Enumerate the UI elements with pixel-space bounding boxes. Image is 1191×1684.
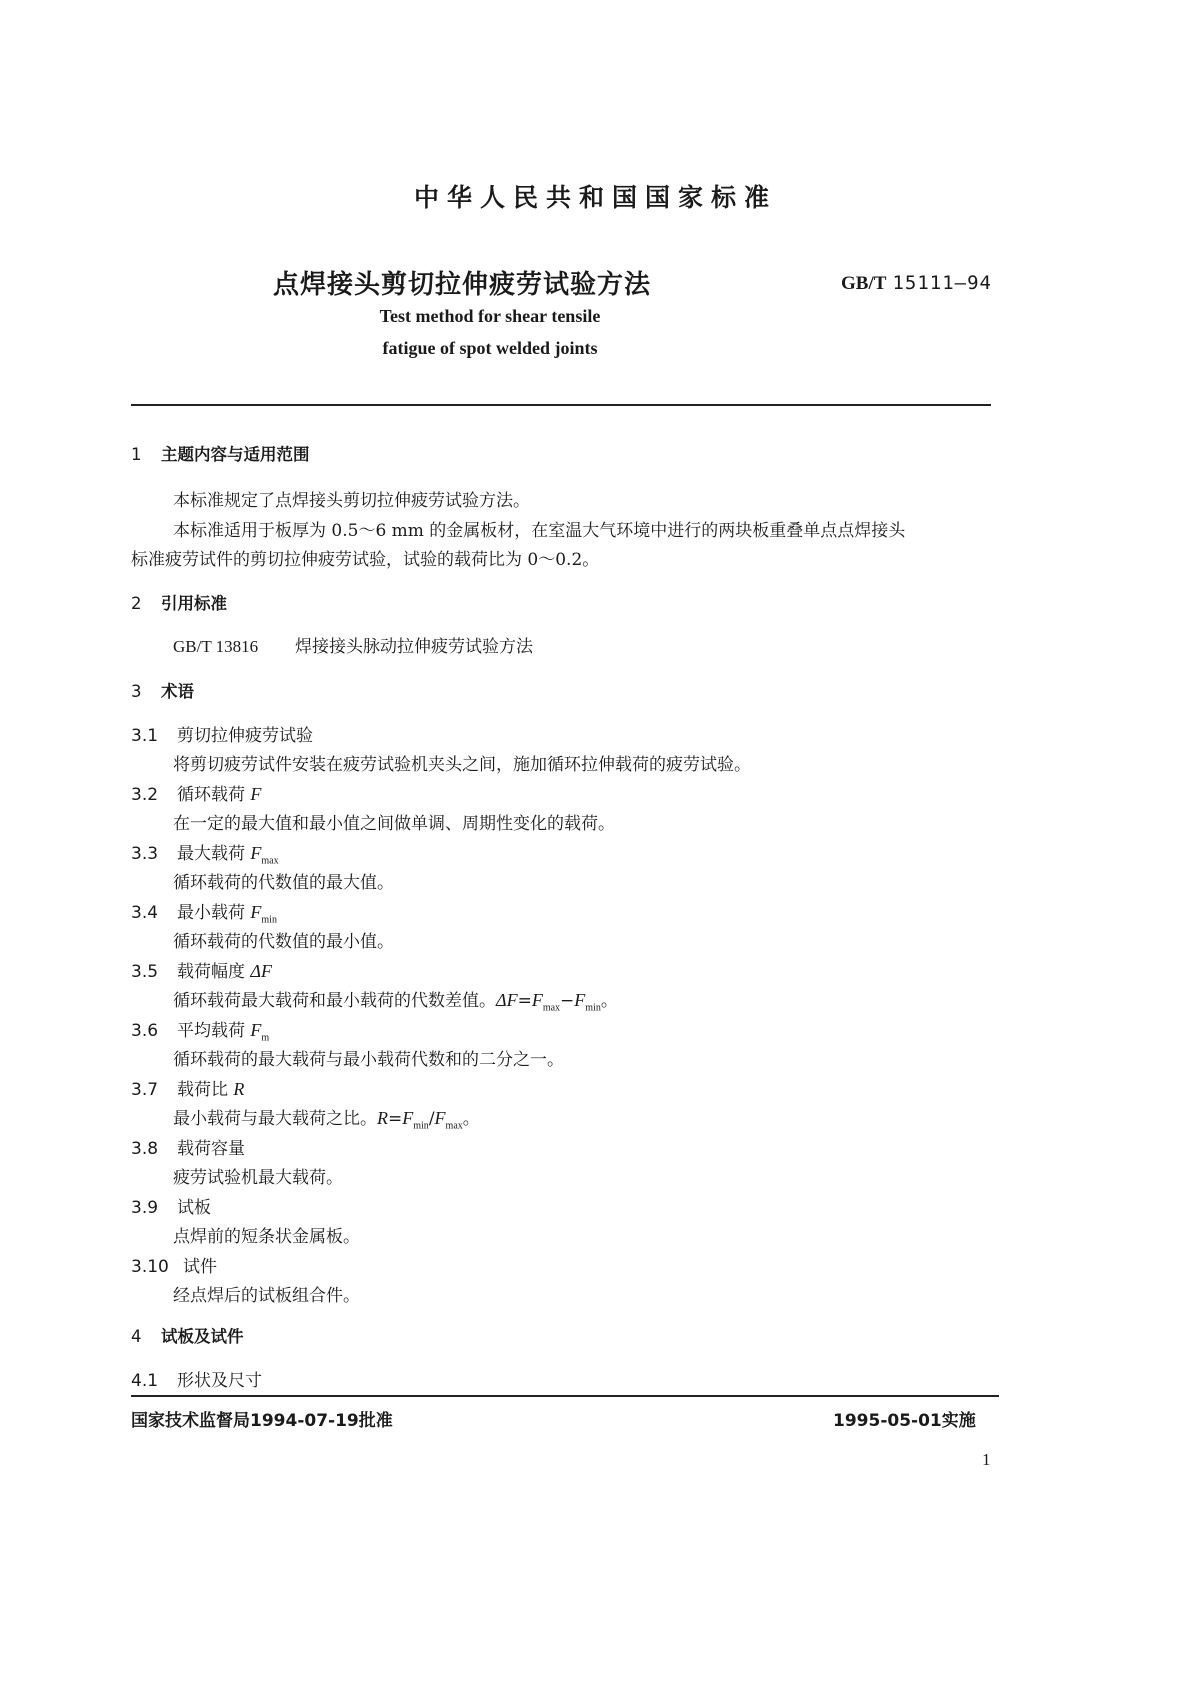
reference-title: 焊接接头脉动拉伸疲劳试验方法	[295, 637, 533, 657]
term-3-1-definition: 将剪切疲劳试件安装在疲劳试验机夹头之间，施加循环拉伸载荷的疲劳试验。	[173, 755, 751, 775]
section-3-heading: 3 术语	[131, 682, 194, 701]
term-3-4: 3.4 最小载荷 $F_{min}$	[131, 902, 277, 926]
term-3-8: 3.8 载荷容量	[131, 1139, 245, 1159]
term-3-1: 3.1 剪切拉伸疲劳试验	[131, 726, 313, 746]
standard-code-number: 15111—94	[892, 272, 992, 294]
standard-code	[841, 272, 992, 295]
term-3-2: 3.2 循环载荷 F	[131, 784, 262, 805]
term-3-7-definition: 最小载荷与最大载荷之比。$R=F_{min}/F_{max}$。	[173, 1108, 480, 1132]
term-3-10-definition: 经点焊后的试板组合件。	[173, 1286, 360, 1306]
section-1-para-2-line-2: 标准疲劳试件的剪切拉伸疲劳试验，试验的载荷比为 0～0.2。	[131, 550, 600, 570]
term-3-6: 3.6 平均载荷 $F_m$	[131, 1020, 270, 1044]
section-4-heading: 4 试板及试件	[131, 1327, 244, 1346]
document-title-cn: 点焊接头剪切拉伸疲劳试验方法	[273, 270, 652, 300]
term-3-7: 3.7 载荷比 R	[131, 1079, 245, 1100]
term-3-2-definition: 在一定的最大值和最小值之间做单调、周期性变化的载荷。	[173, 814, 615, 834]
approval-date: 国家技术监督局1994-07-19批准	[131, 1411, 393, 1431]
page-number: 1	[982, 1450, 991, 1469]
document-title-en-line1: Test method for shear tensile	[379, 306, 601, 326]
reference-code: GB/T 13816	[173, 637, 259, 656]
footer-divider	[131, 1395, 999, 1397]
term-3-5: 3.5 载荷幅度 ΔF	[131, 961, 272, 982]
header-divider	[131, 404, 991, 406]
term-3-9: 3.9 试板	[131, 1198, 211, 1218]
section-1-para-2-line-1: 本标准适用于板厚为 0.5～6 mm 的金属板材，在室温大气环境中进行的两块板重叠单点点焊接头	[173, 521, 906, 541]
subsection-4-1: 4.1 形状及尺寸	[131, 1371, 262, 1391]
document-title-en-line2: fatigue of spot welded joints	[382, 338, 598, 358]
national-standard-heading: 中华人民共和国国家标准	[413, 183, 777, 212]
section-1-heading: 1 主题内容与适用范围	[131, 445, 310, 464]
term-3-9-definition: 点焊前的短条状金属板。	[173, 1227, 360, 1247]
term-3-8-definition: 疲劳试验机最大载荷。	[173, 1168, 343, 1188]
term-3-3-definition: 循环载荷的代数值的最大值。	[173, 873, 394, 893]
standard-code-prefix: GB/T	[841, 273, 887, 294]
term-3-4-definition: 循环载荷的代数值的最小值。	[173, 932, 394, 952]
implementation-date: 1995-05-01实施	[833, 1411, 976, 1431]
section-1-para-1: 本标准规定了点焊接头剪切拉伸疲劳试验方法。	[173, 491, 530, 511]
term-3-3: 3.3 最大载荷 $F_{max}$	[131, 843, 279, 867]
term-3-6-definition: 循环载荷的最大载荷与最小载荷代数和的二分之一。	[173, 1050, 564, 1070]
term-3-5-definition: 循环载荷最大载荷和最小载荷的代数差值。$\Delta F=F_{max}-F_{min}$。	[173, 990, 618, 1014]
section-2-heading: 2 引用标准	[131, 594, 227, 613]
term-3-10: 3.10 试件	[131, 1257, 217, 1277]
reference-standard	[173, 632, 533, 657]
